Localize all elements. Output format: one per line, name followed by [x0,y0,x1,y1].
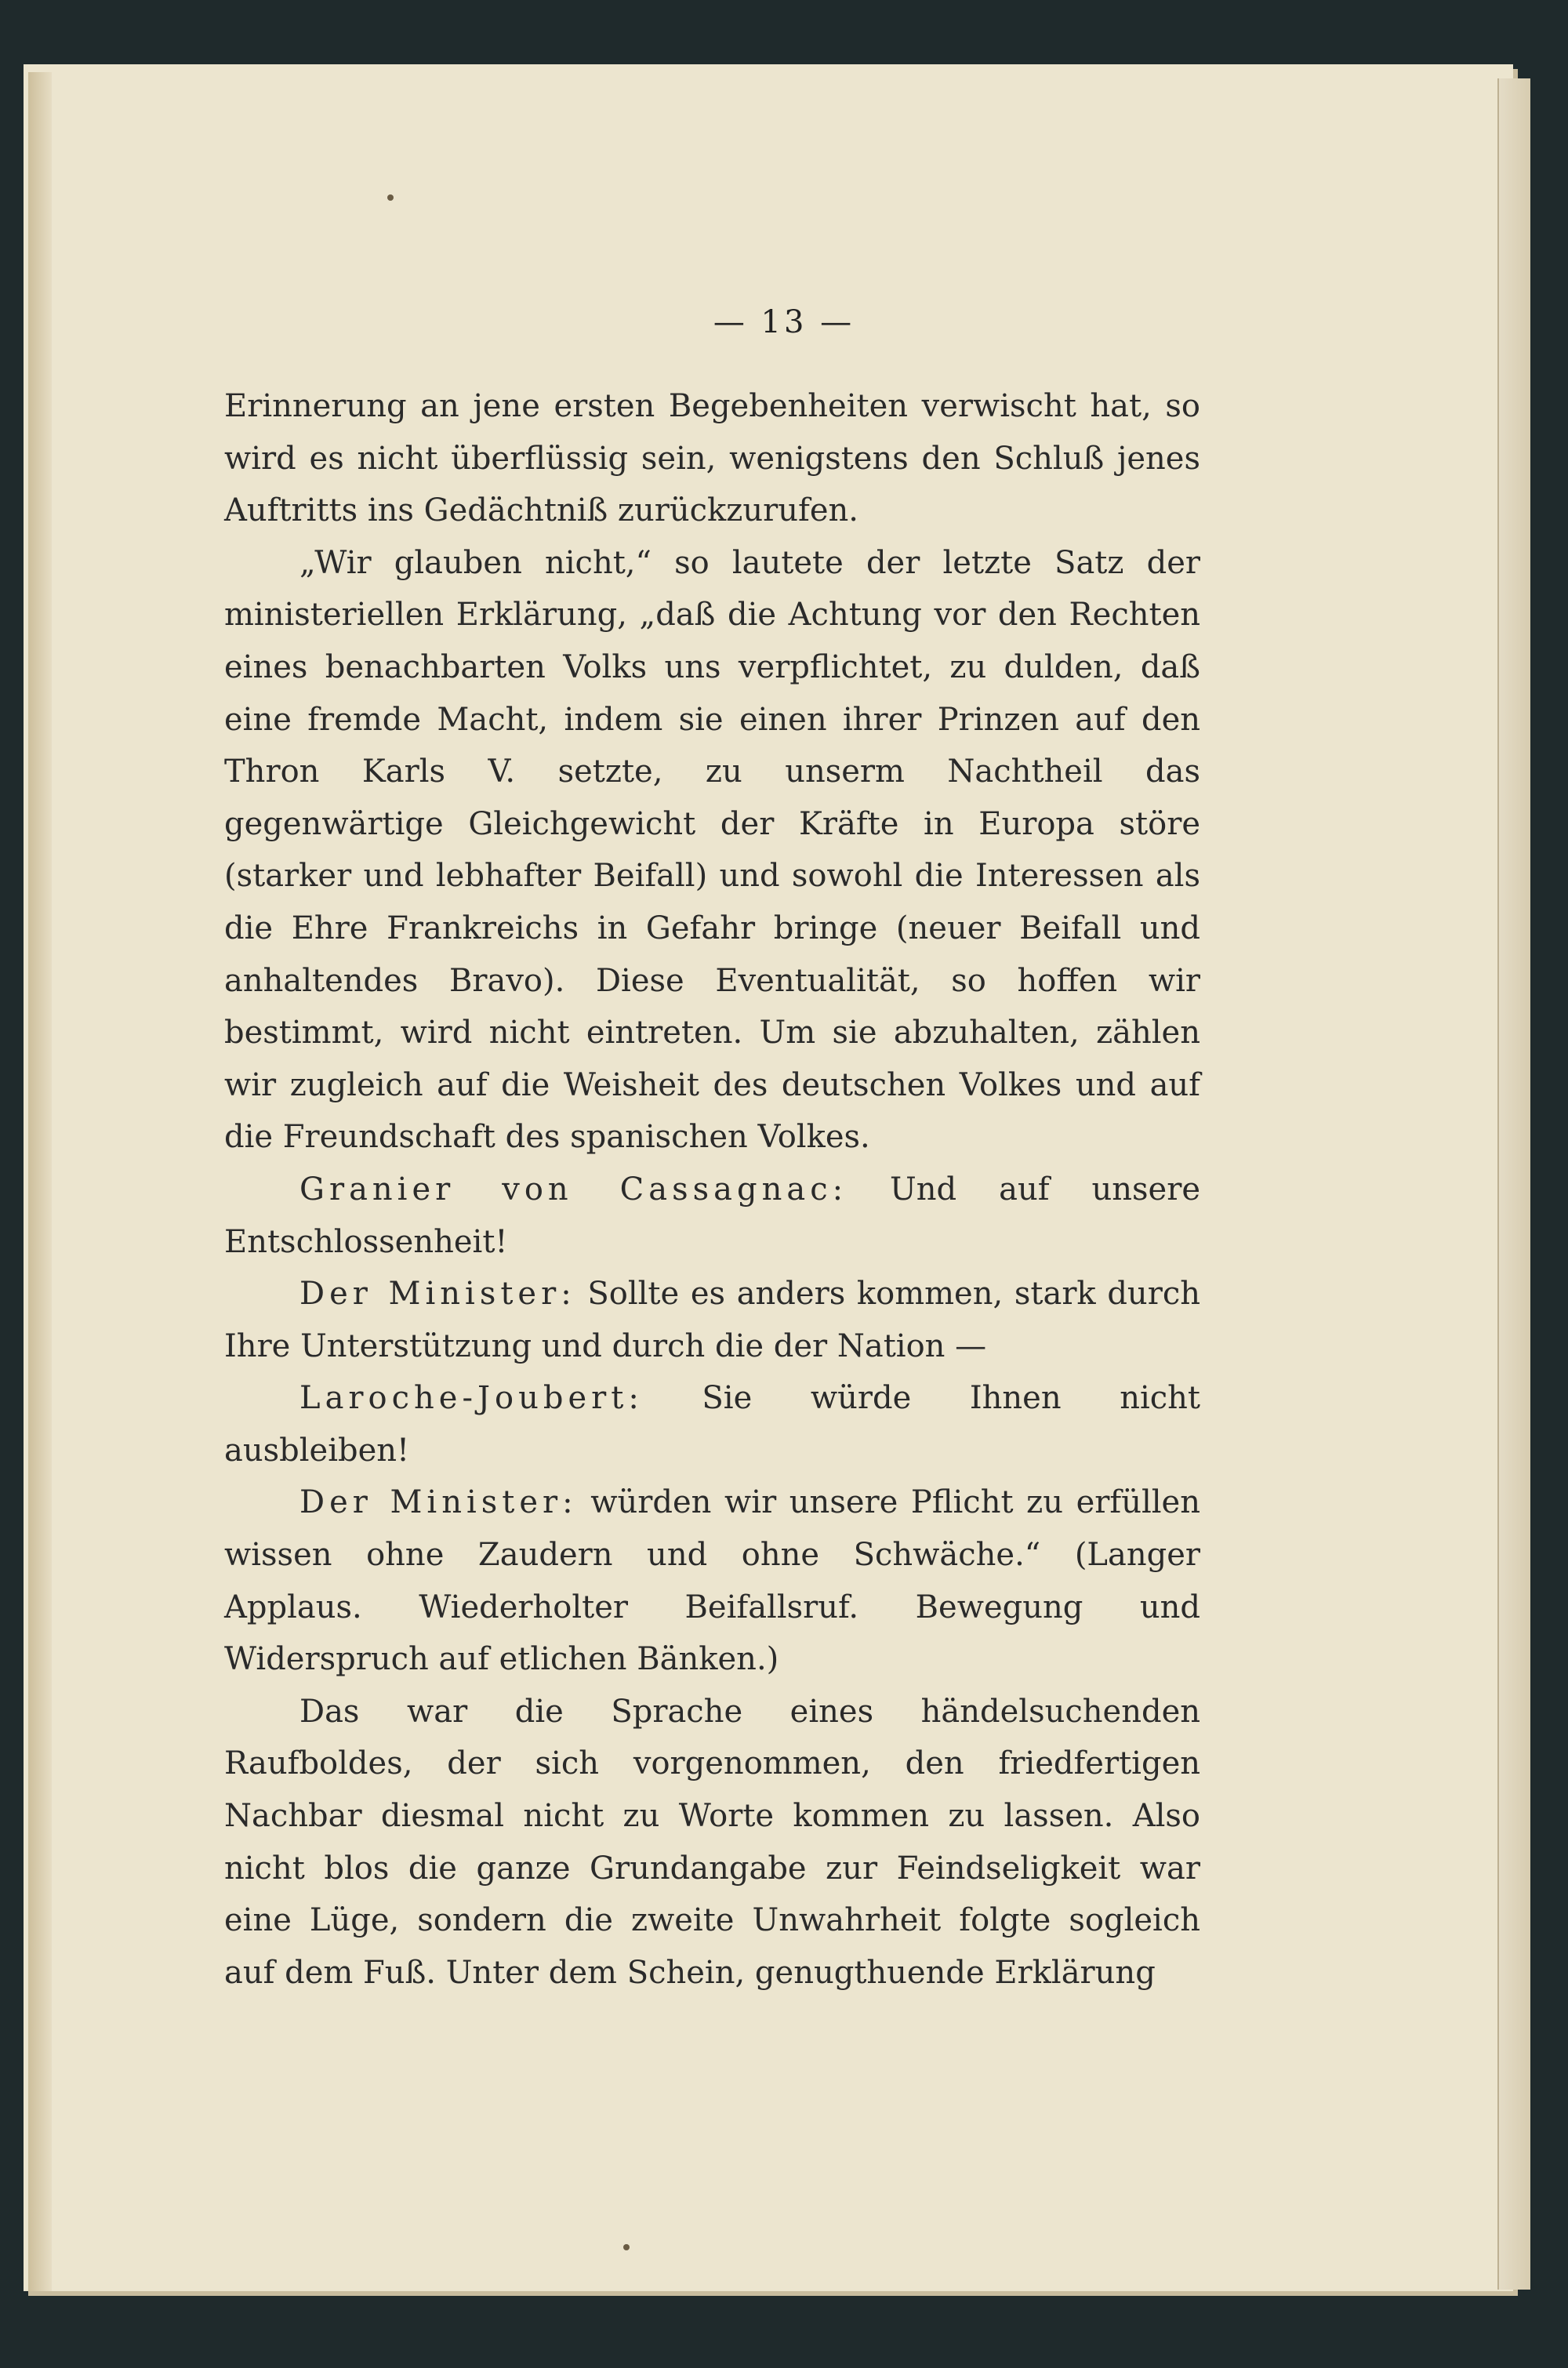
speaker-name: Der Minister: [299,1276,576,1313]
paragraph-1: Erinnerung an jene ersten Begebenheiten verwischt hat, so wird es nicht überflüssig sein, wenigstens den Schluß jenes Auftritts ins Gedächtniß zurückzurufen. [224,388,1200,529]
paragraph-6 [224,1476,1200,1685]
speaker-name: Der Minister: [299,1484,578,1521]
paragraph-5 [224,1372,1200,1476]
paragraph-7: Das war die Sprache eines händelsuchenden Raufboldes, der sich vorgenommen, den friedfertigen Nachbar diesmal nicht zu Worte kommen zu lassen. Also nicht blos die ganze Grundangabe zur Feindseligkeit war eine Lüge, sondern die zweite Unwahrheit folgte sogleich auf dem Fuß. Unter dem Schein, genugthuende Erklärung [224,1693,1200,1991]
paragraph-2: „Wir glauben nicht,“ so lautete der letzte Satz der ministeriellen Erklärung, „daß die Achtung vor den Rechten eines benachbarten Volks uns verpflichtet, zu dulden, daß eine fremde Macht, indem sie einen ihrer Prinzen auf den Thron Karls V. setzte, zu unserm Nachtheil das gegenwärtige Gleichgewicht der Kräfte in Europa störe (starker und lebhafter Beifall) und sowohl die Interessen als die Ehre Frankreichs in Gefahr bringe (neuer Beifall und anhaltendes Bravo). Diese Eventualität, so hoffen wir bestimmt, wird nicht eintreten. Um sie abzuhalten, zählen wir zugleich auf die Weisheit des deutschen Volkes und auf die Freundschaft des spanischen Volkes. [224,544,1200,1156]
speaker-name: Granier von Cassagnac: [299,1171,848,1208]
speech-text: Sie würde Ihnen nicht ausbleiben! [224,1380,1200,1469]
paragraph-4 [224,1268,1200,1372]
body-text [224,380,1200,1999]
speech-text: Und auf unsere Entschlossenheit! [224,1171,1200,1260]
page-speck [387,194,394,201]
page-edge [1497,78,1530,2290]
book-gutter [28,72,52,2291]
paragraph-3 [224,1164,1200,1268]
speaker-name: Laroche-Joubert: [299,1380,644,1417]
page-speck [623,2244,630,2250]
speech-text: würden wir unsere Pflicht zu erfüllen wissen ohne Zaudern und ohne Schwäche.“ (Langer Applaus. Wiederholter Beifallsruf. Bewegung und Widerspruch auf etlichen Bänken.) [224,1484,1200,1678]
page-number: — 13 — [713,304,855,340]
speech-text: Sollte es anders kommen, stark durch Ihre Unterstützung und durch die der Nation — [224,1276,1200,1364]
